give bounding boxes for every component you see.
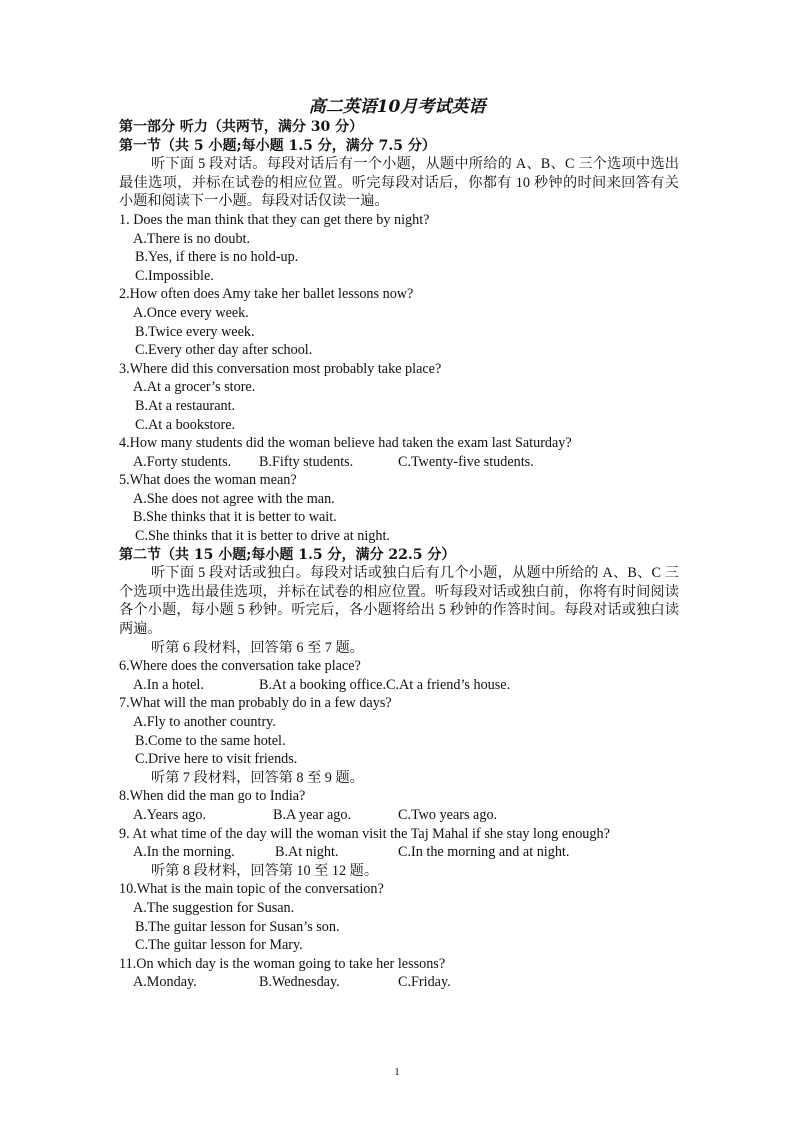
- exam-title: 高二英语10月考试英语: [308, 97, 486, 117]
- options-row: [119, 676, 679, 695]
- question-text: 11.On which day is the woman going to take her lessons?: [119, 955, 446, 972]
- question-7: [119, 694, 679, 768]
- question-10: [119, 880, 679, 954]
- option-c: C.At a bookstore.: [135, 416, 236, 433]
- option-b: B.Yes, if there is no hold-up.: [135, 249, 299, 266]
- part1-heading: 第一部分 听力（共两节，满分 30 分）: [119, 119, 364, 135]
- option-b: B.At a restaurant.: [135, 397, 236, 414]
- option-a: A.In a hotel.: [133, 676, 204, 693]
- question-text: 4.How many students did the woman believe had taken the exam last Saturday?: [119, 435, 572, 452]
- question-text: 1. Does the man think that they can get there by night?: [119, 211, 430, 228]
- question-text: 7.What will the man probably do in a few days?: [119, 695, 392, 712]
- option-b: B.Come to the same hotel.: [135, 732, 286, 749]
- option-c: C.At a friend’s house.: [386, 676, 511, 693]
- option-c: C.Two years ago.: [398, 806, 498, 823]
- question-text: 6.Where does the conversation take place?: [119, 658, 361, 675]
- section2-heading: 第二节（共 15 小题;每小题 1.5 分，满分 22.5 分）: [119, 546, 456, 563]
- option-c: C.The guitar lesson for Mary.: [135, 937, 303, 954]
- question-text: 5.What does the woman mean?: [119, 472, 297, 489]
- option-b: B.She thinks that it is better to wait.: [133, 509, 337, 526]
- options-row: [119, 806, 679, 825]
- option-a: A.Fly to another country.: [133, 714, 276, 730]
- option-a: A.At a grocer’s store.: [133, 379, 256, 396]
- options-row: [119, 453, 679, 472]
- question-text: 9. At what time of the day will the woman visit the Taj Mahal if she stay long enough?: [119, 825, 610, 842]
- option-b: B.At night.: [275, 844, 339, 861]
- question-5: [119, 471, 679, 545]
- question-2: [119, 285, 679, 359]
- option-b: B.Wednesday.: [259, 974, 340, 991]
- option-b: B.At a booking office.: [259, 676, 387, 693]
- option-a: A.The suggestion for Susan.: [133, 899, 295, 916]
- option-a: A.Years ago.: [133, 806, 207, 823]
- option-c: C.Every other day after school.: [135, 342, 313, 359]
- option-a: A.There is no doubt.: [133, 230, 251, 247]
- option-c: C.Drive here to visit friends.: [135, 751, 298, 768]
- question-8: [119, 787, 679, 824]
- options-row: [119, 843, 679, 862]
- option-b: B.A year ago.: [273, 806, 352, 823]
- section2-instructions: 听下面 5 段对话或独白。每段对话或独白后有几个小题，从题中所给的 A、B、C 三个选项中选出最佳选项，并标在试卷的相应位置。听每段对话或独白前，你将有时间阅读各个小题，每小题 5 秒钟。听完后，各小题将给出 5 秒钟的作答时间。每段对话或独白读两遍。: [119, 565, 679, 638]
- section1-instructions: 听下面 5 段对话。每段对话后有一个小题，从题中所给的 A、B、C 三个选项中选出最佳选项，并标在试卷的相应位置。听完每段对话后，你都有 10 秒钟的时间来回答有关小题和阅读下一小题。每段对话仅读一遍。: [119, 156, 679, 210]
- question-text: 8.When did the man go to India?: [119, 788, 306, 805]
- section1-heading: 第一节（共 5 小题;每小题 1.5 分，满分 7.5 分）: [119, 137, 436, 154]
- options-row: [119, 973, 679, 992]
- question-4: [119, 434, 679, 471]
- option-a: A.Monday.: [133, 974, 197, 991]
- question-11: [119, 955, 679, 992]
- page-number: 1: [394, 1066, 400, 1078]
- material-6-note: 听第 6 段材料，回答第 6 至 7 题。: [151, 639, 364, 656]
- question-text: 3.Where did this conversation most probably take place?: [119, 360, 442, 377]
- question-3: [119, 360, 679, 434]
- option-c: C.Friday.: [398, 974, 451, 991]
- option-a: A.Once every week.: [133, 304, 249, 321]
- material-8-note: 听第 8 段材料，回答第 10 至 12 题。: [151, 862, 379, 879]
- option-a: A.She does not agree with the man.: [133, 490, 335, 507]
- option-a: A.Forty students.: [133, 453, 232, 470]
- question-text: 2.How often does Amy take her ballet lessons now?: [119, 286, 414, 303]
- option-b: B.Twice every week.: [135, 323, 255, 340]
- option-c: C.Twenty-five students.: [398, 453, 534, 470]
- option-c: C.Impossible.: [135, 267, 214, 284]
- question-text: 10.What is the main topic of the conversation?: [119, 881, 384, 898]
- option-a: A.In the morning.: [133, 844, 235, 861]
- question-1: [119, 211, 679, 285]
- exam-content: [119, 118, 679, 992]
- option-c: C.In the morning and at night.: [398, 844, 570, 861]
- question-9: [119, 825, 679, 862]
- option-b: B.Fifty students.: [259, 453, 354, 470]
- material-7-note: 听第 7 段材料，回答第 8 至 9 题。: [151, 769, 364, 786]
- option-c: C.She thinks that it is better to drive at night.: [135, 528, 390, 545]
- option-b: B.The guitar lesson for Susan’s son.: [135, 918, 340, 935]
- question-6: [119, 657, 679, 694]
